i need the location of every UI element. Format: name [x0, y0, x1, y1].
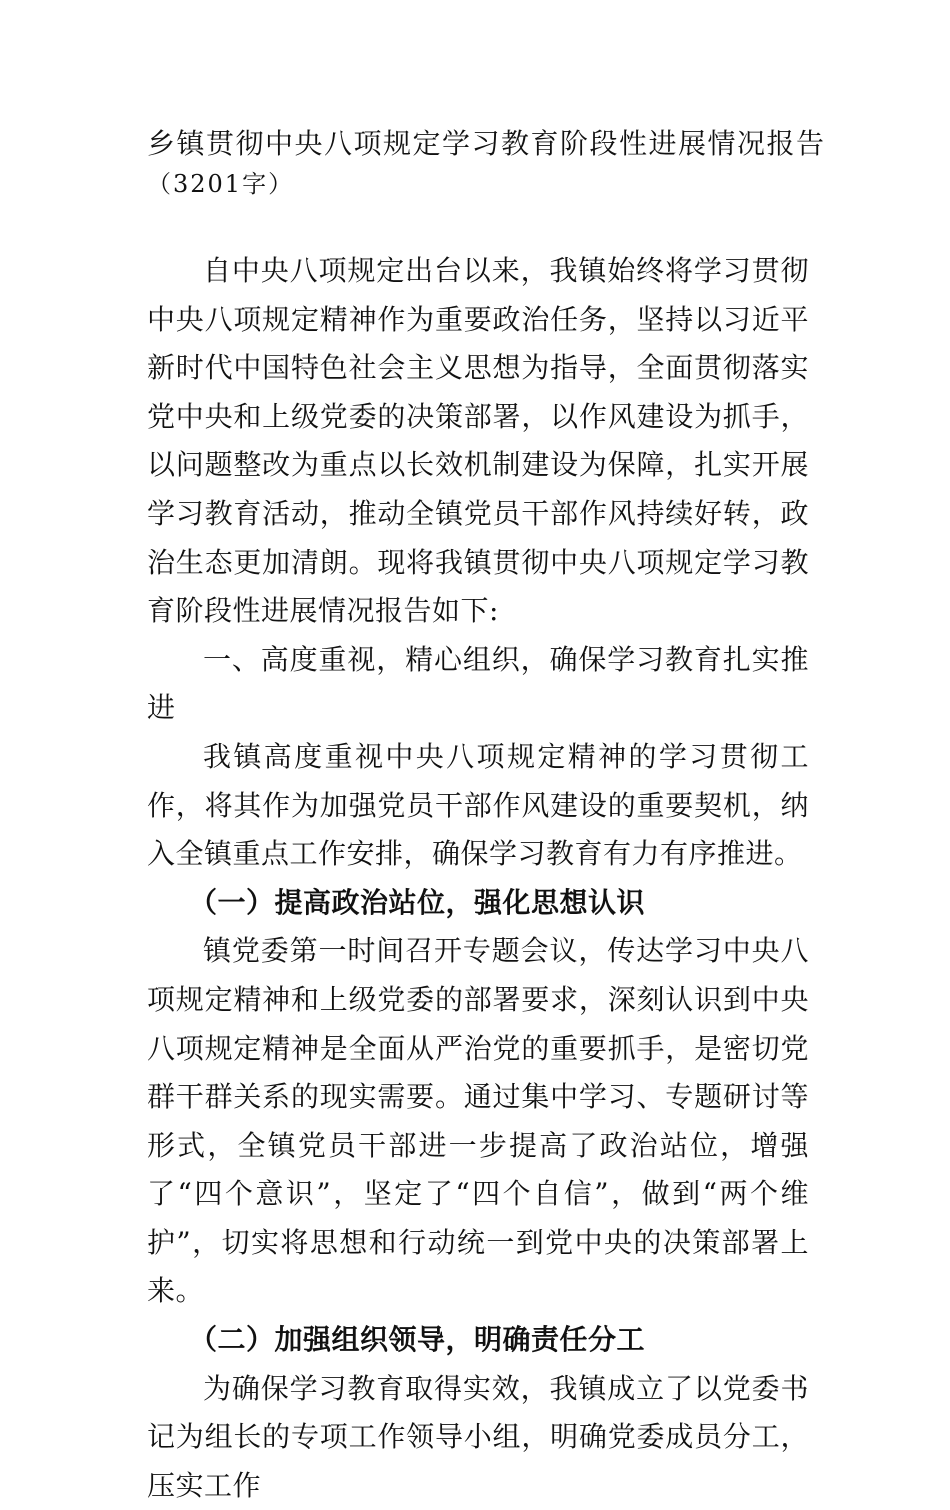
subsection-heading-2: （二）加强组织领导，明确责任分工 — [189, 1323, 646, 1357]
word-count: （3201字） — [147, 170, 295, 198]
subsection-2-paragraph: 为确保学习教育取得实效，我镇成立了以党委书记为组长的专项工作领导小组，明确党委成员分工，压实工作 — [147, 1371, 809, 1502]
document-body — [147, 247, 809, 1510]
section-1-paragraph: 我镇高度重视中央八项规定精神的学习贯彻工作，将其作为加强党员干部作风建设的重要契机，纳入全镇重点工作安排，确保学习教育有力有序推进。 — [147, 739, 809, 871]
subsection-1-paragraph: 镇党委第一时间召开专题会议，传达学习中央八项规定精神和上级党委的部署要求，深刻认识到中央八项规定精神是全面从严治党的重要抓手，是密切党群干群关系的现实需要。通过集中学习、专题研讨等形式，全镇党员干部进一步提高了政治站位，增强了“四个意识”，坚定了“四个自信”，做到“两个维护”，切实将思想和行动统一到党中央的决策部署上来。 — [147, 934, 809, 1308]
subsection-heading-1: （一）提高政治站位，强化思想认识 — [189, 885, 646, 919]
intro-paragraph: 自中央八项规定出台以来，我镇始终将学习贯彻中央八项规定精神作为重要政治任务，坚持以习近平新时代中国特色社会主义思想为指导，全面贯彻落实党中央和上级党委的决策部署，以作风建设为抓手，以问题整改为重点以长效机制建设为保障，扎实开展学习教育活动，推动全镇党员干部作风持续好转，政治生态更加清朗。现将我镇贯彻中央八项规定学习教育阶段性进展情况报告如下: — [147, 254, 809, 628]
section-heading-1: 一、高度重视，精心组织，确保学习教育扎实推进 — [147, 642, 809, 725]
document-title-block — [147, 124, 826, 204]
document-title: 乡镇贯彻中央八项规定学习教育阶段性进展情况报告 — [147, 127, 826, 160]
